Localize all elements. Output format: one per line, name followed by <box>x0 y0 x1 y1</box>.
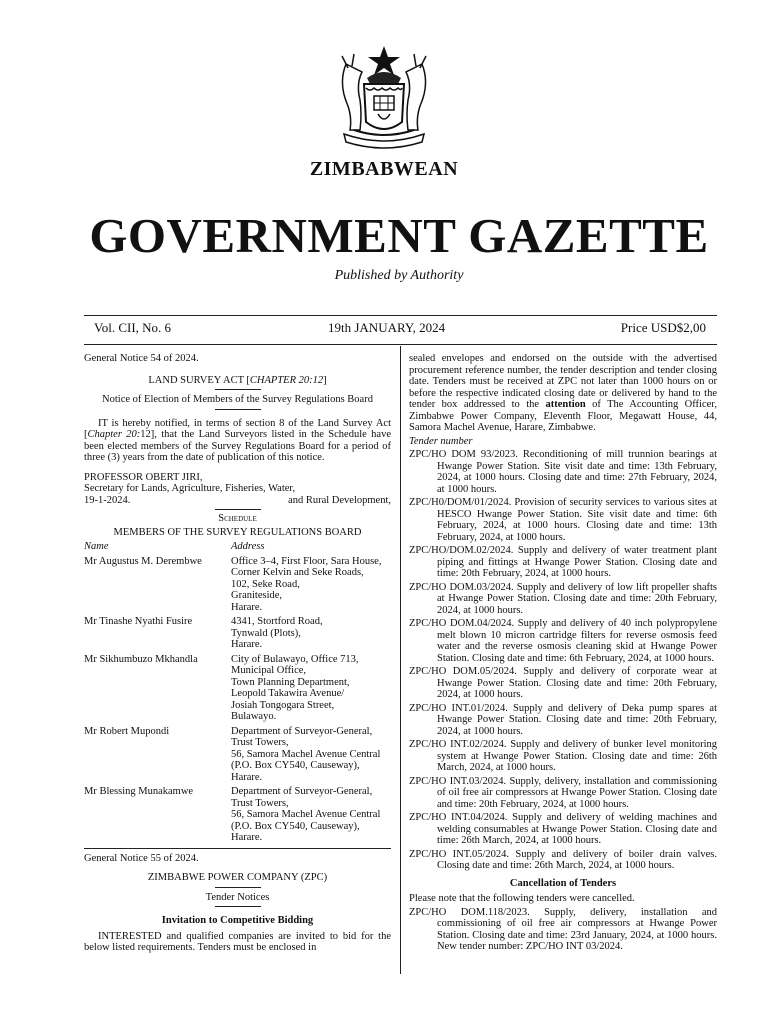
schedule-title: MEMBERS OF THE SURVEY REGULATIONS BOARD <box>113 526 362 538</box>
cancellation-heading: Cancellation of Tenders <box>509 877 617 889</box>
member-address: Department of Surveyor-General, Trust Towers, 56, Samora Machel Avenue Central (P.O. Box CY540, Causeway), Harare. <box>231 786 381 843</box>
notice-55-org: ZIMBABWE POWER COMPANY (ZPC) <box>147 872 328 883</box>
masthead-top-rule <box>84 315 717 316</box>
divider <box>215 389 261 390</box>
left-column <box>84 353 391 954</box>
member-address: Department of Surveyor-General, Trust Towers, 56, Samora Machel Avenue Central (P.O. Box CY540, Causeway), Harare. <box>231 725 381 783</box>
tender-item: ZPC/HO INT.05/2024. Supply and delivery of boiler drain valves. Closing date and time: 26th March, 2024, at 1000 hours. <box>409 848 717 871</box>
gazette-subtitle: Published by Authority <box>334 268 464 283</box>
member-address: 4341, Stortford Road, Tynwald (Plots), Harare. <box>231 616 323 650</box>
members-header <box>84 541 391 553</box>
tender-item: ZPC/HO DOM 93/2023. Reconditioning of mill trunnion bearings at Hwange Power Station. Site visit date and time: 13th February, 2024, at 1000 hours. Closing date and time: 27th February, 2024, at 1000 hours. <box>409 449 717 495</box>
cancellation-intro: Please note that the following tenders were cancelled. <box>409 893 635 904</box>
member-row <box>84 654 391 723</box>
notice-54-sig-row <box>84 495 391 507</box>
schedule-label: Schedule <box>218 513 257 524</box>
notice-55-body-continued: sealed envelopes and endorsed on the outside with the advertised procurement reference number, the tender description and tender closing date. Tenders must be received at ZPC not later than 1000 hours on or before the respective indicated closing date or delivered by hand to the tender box addressed to the attention of The Accounting Officer, Zimbabwe Power Company, Eleventh Floor, Megawatt House, 44, Samora Machel Avenue, Harare, Zimbabwe. <box>409 353 717 433</box>
tender-item: ZPC/HO INT.04/2024. Supply and delivery of welding machines and welding consumables at Hwange Power Station. Closing date and time: 26th March, 2024, at 1000 hours. <box>409 812 717 846</box>
notice-54-sig-title-1: Secretary for Lands, Agriculture, Fisheries, Water, <box>84 483 296 494</box>
divider <box>215 887 261 888</box>
tender-item: ZPC/HO DOM.03/2024. Supply and delivery of low lift propeller shafts at Hwange Power Station. Closing date and time: 20th February, 2024, at 1000 hours. <box>409 581 717 616</box>
column-divider <box>400 346 401 974</box>
masthead-info-row <box>94 320 706 340</box>
member-name: Mr Augustus M. Derembwe <box>84 555 202 567</box>
notice-54-signatory: PROFESSOR OBERT JIRI, <box>84 471 203 483</box>
gazette-country: ZIMBABWEAN <box>309 158 459 180</box>
right-column <box>409 353 717 953</box>
notice-55-body-start: INTERESTED and qualified companies are invited to bid for the below listed requirements. Tenders must be enclosed in <box>84 930 391 953</box>
members-list <box>84 556 391 844</box>
member-name: Mr Sikhumbuzo Mkhandla <box>84 653 198 665</box>
tender-item: ZPC/HO INT.01/2024. Supply and delivery of Deka pump spares at Hwange Power Station. Closing date and time: 20th February, 2024, at 1000 hours. <box>409 702 717 737</box>
volume-number: Vol. CII, No. 6 <box>94 320 172 335</box>
notice-55-heading: Tender Notices <box>205 891 270 903</box>
cancelled-tender-item: ZPC/HO DOM.118/2023. Supply, delivery, installation and commissioning of oil free air compressors at Hwange Power Station. Closing date and time: 23rd January, 2024, at 1000 hours. New tender number: ZPC/HO INT 03/2024. <box>409 906 717 952</box>
tender-item: ZPC/H0/DOM/01/2024. Provision of security services to various sites at HESCO Hwange Power Station. Site visit date and time: 6th February, 2024, at 1000 hours. Closing date and time: 13th February, 2024, at 1000 hours. <box>409 497 717 543</box>
notice-54-act: LAND SURVEY ACT [CHAPTER 20:12] <box>148 374 327 386</box>
notice-54-sig-title-2: and Rural Development, <box>288 494 391 506</box>
tender-item: ZPC/HO INT.02/2024. Supply and delivery of bunker level monitoring system at Hwange Power Station. Closing date and time: 26th March, 2024, at 1000 hours. <box>409 739 717 773</box>
issue-price: Price USD$2,00 <box>620 320 706 335</box>
member-address: Office 3–4, First Floor, Sara House, Corner Kelvin and Seke Roads, 102, Seke Road, Graniteside, Harare. <box>231 555 382 613</box>
tender-number-label: Tender number <box>409 435 473 447</box>
tender-item: ZPC/HO/DOM.02/2024. Supply and delivery of water treatment plant piping and fittings at Hwange Power Station. Closing date and time: 20th February, 2024, at 1000 hours. <box>409 545 717 579</box>
notice-54-date: 19-1-2024. <box>84 494 131 506</box>
masthead-bottom-rule <box>84 344 717 345</box>
member-row <box>84 726 391 784</box>
notice-54-number: General Notice 54 of 2024. <box>84 353 199 364</box>
tender-list <box>409 449 717 872</box>
member-name: Mr Blessing Munakamwe <box>84 786 194 797</box>
member-row <box>84 616 391 651</box>
tender-item: ZPC/HO DOM.05/2024. Supply and delivery of corporate wear at Hwange Power Station. Closing date and time: 20th February, 2024, at 1000 hours. <box>409 666 717 700</box>
member-row <box>84 556 391 614</box>
column-header-address: Address <box>231 541 265 552</box>
member-name: Mr Robert Mupondi <box>84 725 170 737</box>
tender-item: ZPC/HO DOM.04/2024. Supply and delivery of 40 inch polypropylene melt blown 10 micron cartridge filters for reverse osmosis feed water and the reverse osmosis cleaning skid at Hwange Power Station. Closing date and time: 6th February, 2024, at 1000 hours. <box>409 618 717 664</box>
column-header-name: Name <box>84 541 109 552</box>
member-address: City of Bulawayo, Office 713, Municipal Office, Town Planning Department, Leopold Takawira Avenue/ Josiah Tongogara Street, Bulawayo. <box>231 653 359 722</box>
issue-date: 19th JANUARY, 2024 <box>328 320 446 335</box>
notice-55-number: General Notice 55 of 2024. <box>84 852 199 864</box>
tender-item: ZPC/HO INT.03/2024. Supply, delivery, installation and commissioning of oil free air compressors at Hwange Power Station. Closing date and time: 20th February, 2024, at 1000 hours. <box>409 775 717 810</box>
notice-54-heading: Notice of Election of Members of the Survey Regulations Board <box>102 394 373 405</box>
member-name: Mr Tinashe Nyathi Fusire <box>84 616 193 627</box>
notice-54-body: IT is hereby notified, in terms of section 8 of the Land Survey Act [Chapter 20:12], that the Land Surveyors listed in the Schedule have been elected members of the Survey Regulations Board for a period of three (3) years from the date of publication of this notice. <box>84 417 391 463</box>
notice-55-subheading: Invitation to Competitive Bidding <box>161 915 314 926</box>
member-row <box>84 786 391 844</box>
notice-separator <box>84 848 391 849</box>
divider <box>215 509 261 510</box>
coat-of-arms-icon <box>334 44 434 152</box>
divider <box>215 409 261 410</box>
gazette-title: GOVERNMENT GAZETTE <box>89 208 709 263</box>
divider <box>215 906 261 907</box>
